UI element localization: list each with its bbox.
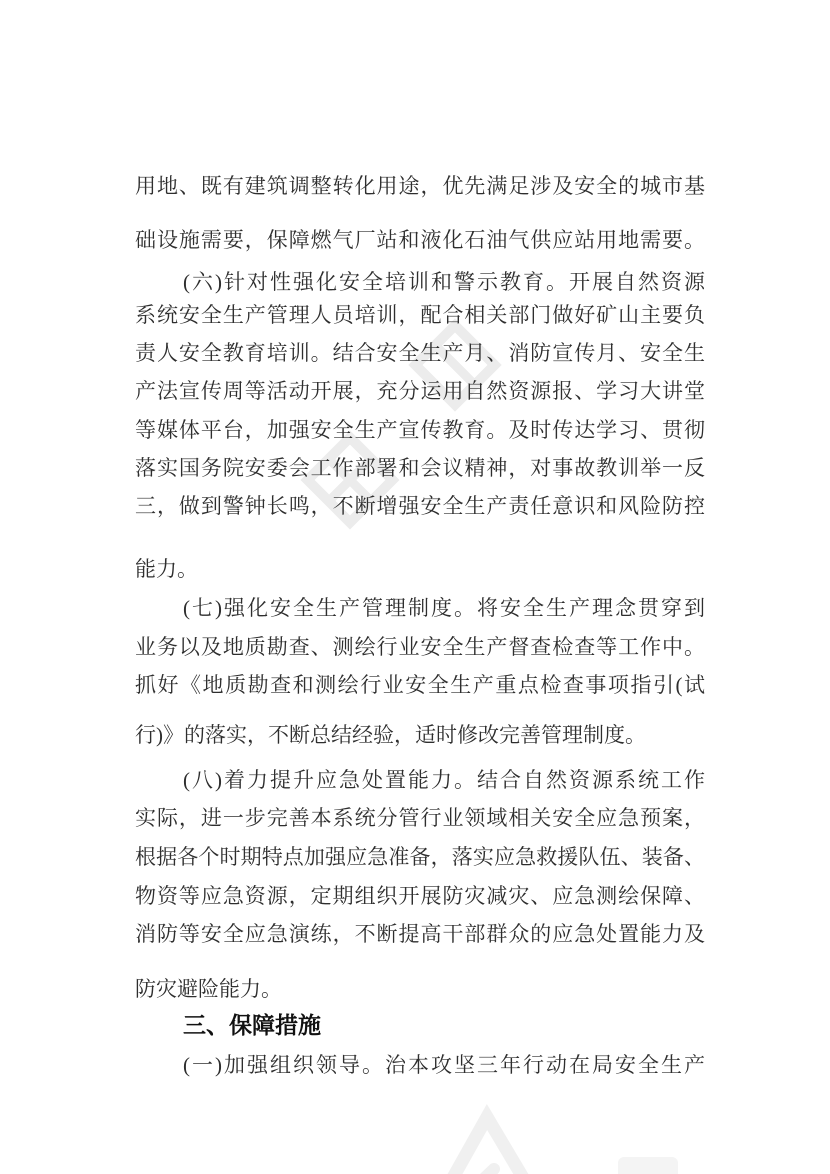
text-line: 础设施需要，保障燃气厂站和液化石油气供应站用地需要。 [135, 228, 705, 252]
text-line: 行)》的落实，不断总结经验，适时修改完善管理制度。 [135, 723, 646, 747]
text-line: (一)加强组织领导。治本攻坚三年行动在局安全生产 [183, 1053, 705, 1077]
text-line: 防灾避险能力。 [135, 977, 282, 1001]
text-line: 三，做到警钟长鸣，不断增强安全生产责任意识和风险防控 [135, 494, 705, 518]
text-line: 物资等应急资源，定期组织开展防灾减灾、应急测绘保障、 [135, 884, 705, 908]
text-line: (七)强化安全生产管理制度。将安全生产理念贯穿到 [183, 596, 705, 620]
text-line: 产法宣传周等活动开展，充分运用自然资源报、学习大讲堂 [135, 379, 705, 403]
text-line: 能力。 [135, 557, 198, 581]
text-line: 消防等安全应急演练，不断提高干部群众的应急处置能力及 [135, 922, 705, 946]
text-line: 业务以及地质勘查、测绘行业安全生产督查检查等工作中。 [135, 635, 705, 659]
text-line: 根据各个时期特点加强应急准备，落实应急救援队伍、装备、 [135, 845, 705, 869]
text-line: 责人安全教育培训。结合安全生产月、消防宣传月、安全生 [135, 341, 705, 365]
triangle-logo-watermark-icon [400, 1095, 700, 1174]
text-line: 等媒体平台，加强安全生产宣传教育。及时传达学习、贯彻 [135, 418, 705, 442]
text-line: (八)着力提升应急处置能力。结合自然资源系统工作 [183, 768, 705, 792]
section-heading: 三、保障措施 [183, 1012, 321, 1038]
text-line: 用地、既有建筑调整转化用途，优先满足涉及安全的城市基 [135, 174, 705, 198]
text-line: 落实国务院安委会工作部署和会议精神，对事故教训举一反 [135, 456, 705, 480]
text-line: 系统安全生产管理人员培训，配合相关部门做好矿山主要负 [135, 303, 705, 327]
text-line: 抓好《地质勘查和测绘行业安全生产重点检查事项指引(试 [135, 673, 705, 697]
text-line: (六)针对性强化安全培训和警示教育。开展自然资源 [183, 270, 705, 294]
text-line: 实际，进一步完善本系统分管行业领域相关安全应急预案， [135, 806, 705, 830]
